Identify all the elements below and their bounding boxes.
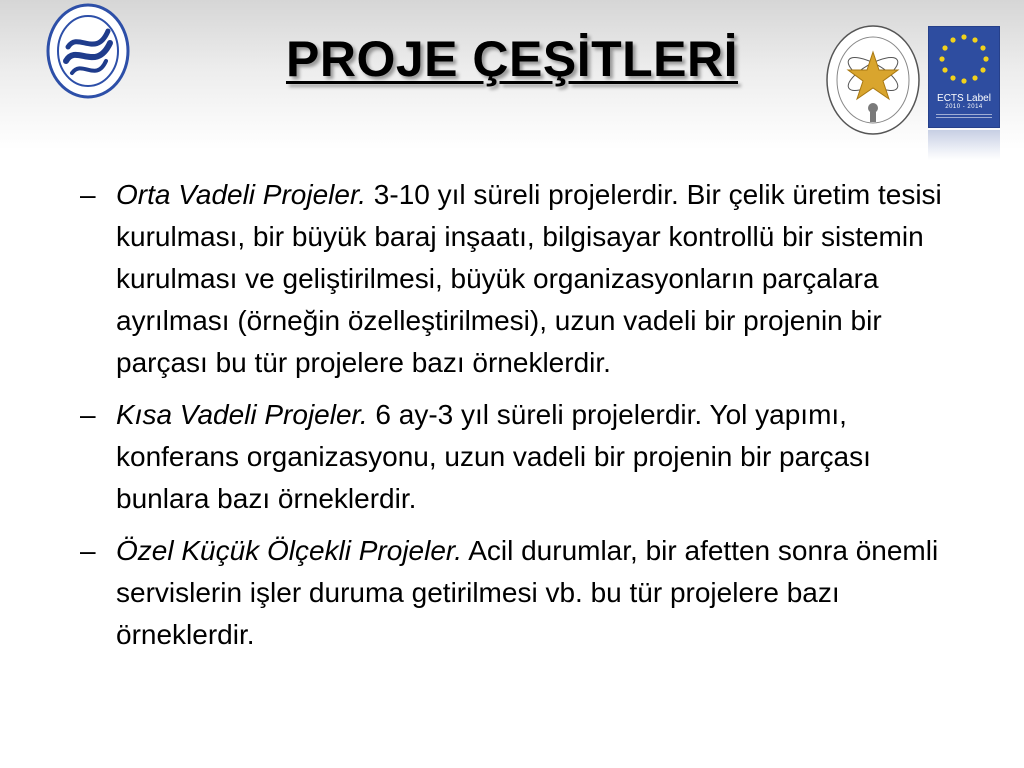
quality-award-logo <box>823 22 923 142</box>
bullet-text: 6 ay-3 yıl süreli projelerdir. Yol yapımı, konferans organizasyonu, uzun vadeli bir projenin bir parçası bunlara bazı örneklerdir. <box>116 399 871 514</box>
bullet-dash: – <box>80 399 96 430</box>
ects-years-text: 2010 - 2014 <box>945 104 983 110</box>
bullet-text: Acil durumlar, bir afetten sonra önemli servislerin işler duruma getirilmesi vb. bu tür projelere bazı örneklerdir. <box>116 535 939 650</box>
bullet-lead: Özel Küçük Ölçekli Projeler. <box>116 535 462 566</box>
bullet-lead: Orta Vadeli Projeler. <box>116 179 367 210</box>
ects-label-logo <box>928 26 1000 128</box>
bullet-item <box>80 530 960 656</box>
ects-reflection <box>928 130 1000 160</box>
eu-stars-icon <box>929 29 999 91</box>
bullet-item <box>80 174 960 384</box>
ects-decoration <box>936 114 992 118</box>
bullet-dash: – <box>80 179 96 210</box>
award-star-icon <box>823 22 923 142</box>
bullet-lead: Kısa Vadeli Projeler. <box>116 399 368 430</box>
bullet-item <box>80 394 960 520</box>
bullet-dash: – <box>80 535 96 566</box>
ects-label-text: ECTS Label <box>937 93 991 104</box>
slide-title: PROJE ÇEŞİTLERİ <box>285 31 739 87</box>
bullet-list <box>80 174 960 666</box>
bullet-text: 3-10 yıl süreli projelerdir. Bir çelik üretim tesisi kurulması, bir büyük baraj inşaatı, bilgisayar kontrollü bir sistemin kurulması ve geliştirilmesi, büyük organizasyonların parçalara ayrılması (örneğin özelleştirilmesi), uzun vadeli bir projenin bir parçası bu tür projelere bazı örneklerdir. <box>116 179 942 378</box>
